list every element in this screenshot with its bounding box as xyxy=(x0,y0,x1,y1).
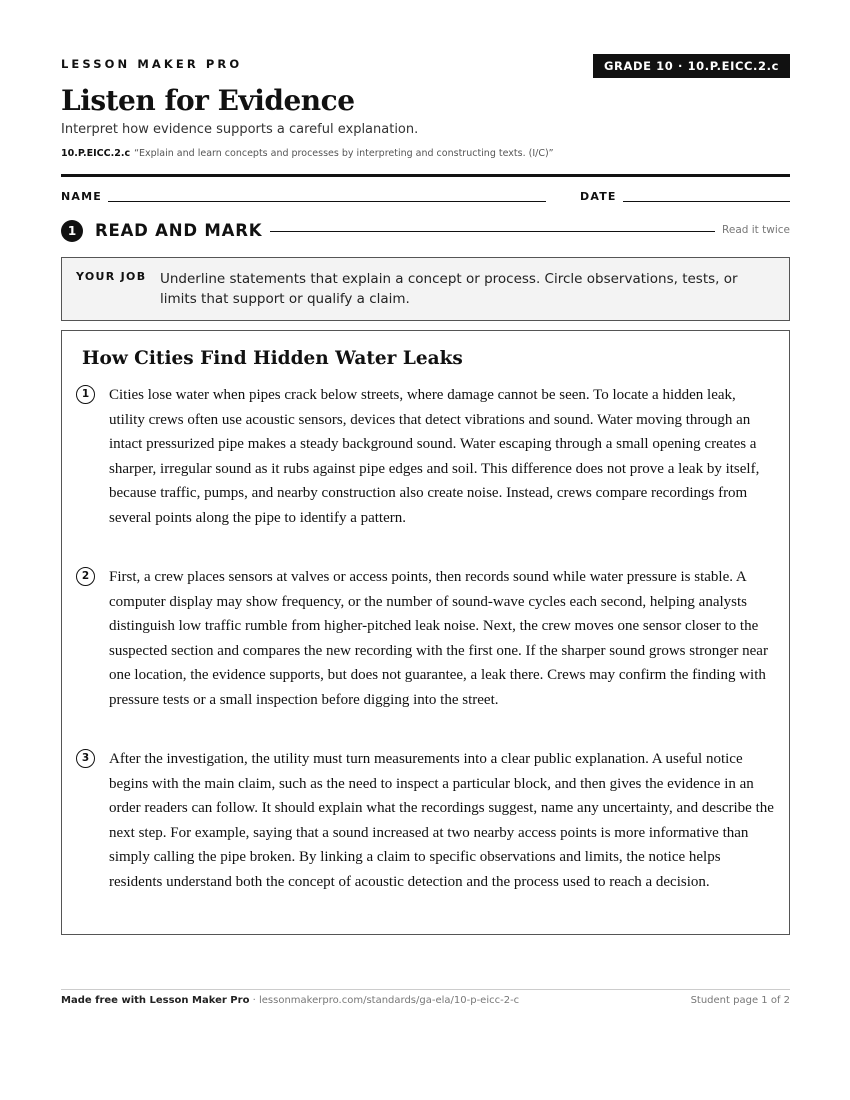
name-label: NAME xyxy=(61,190,102,203)
passage-title: How Cities Find Hidden Water Leaks xyxy=(82,348,463,369)
passage-box xyxy=(61,330,790,935)
paragraph-number-badge: 2 xyxy=(76,567,95,586)
your-job-label: YOUR JOB xyxy=(76,270,147,283)
your-job-box xyxy=(61,257,790,321)
section-heading xyxy=(61,220,790,242)
date-label: DATE xyxy=(580,190,617,203)
footer-page-number: Student page 1 of 2 xyxy=(690,995,790,1006)
brand-name: LESSON MAKER PRO xyxy=(61,57,243,71)
footer-divider xyxy=(61,989,790,990)
footer-separator: · xyxy=(249,995,259,1006)
footer-made-with: Made free with Lesson Maker Pro xyxy=(61,995,250,1006)
header-divider xyxy=(61,174,790,177)
standard-code: 10.P.EICC.2.c xyxy=(61,148,131,159)
paragraph-number-badge: 1 xyxy=(76,385,95,404)
footer-credit xyxy=(61,995,519,1006)
footer-url[interactable]: lessonmakerpro.com/standards/ga-ela/10-p-eicc-2-c xyxy=(258,995,520,1006)
name-date-row xyxy=(61,190,790,206)
paragraph-text: First, a crew places sensors at valves or access points, then records sound while water pressure is stable. A computer display may show frequency, or the number of sound-wave cycles each second, helping analysts distinguish low traffic rumble from higher-pitched leak noise. Next, the crew moves one sensor closer to the suspected section and compares the new recording with the first one. If the sharper sound grows stronger near one location, the evidence supports, but does not guarantee, a leak there. Crews may confirm the finding with pressure tests or a small inspection before digging into the street. xyxy=(109,569,768,708)
your-job-text: Underline statements that explain a concept or process. Circle observations, tests, or limits that support or qualify a claim. xyxy=(160,271,738,307)
page-title: Listen for Evidence xyxy=(61,84,355,117)
paragraph-number-badge: 3 xyxy=(76,749,95,768)
paragraph-text: Cities lose water when pipes crack below streets, where damage cannot be seen. To locate a hidden leak, utility crews often use acoustic sensors, devices that detect vibrations and sound. Water moving through an intact pressurized pipe makes a steady background sound. Water escaping through a small opening creates a sharper, irregular sound as it rubs against pipe edges and soil. This difference does not prove a leak by itself, because traffic, pumps, and nearby construction also create noise. Instead, crews compare recordings from several points along the pipe to identify a pattern. xyxy=(109,387,760,526)
section-title: READ AND MARK xyxy=(95,221,263,240)
page-subtitle: Interpret how evidence supports a careful explanation. xyxy=(61,122,419,137)
paragraph-text: After the investigation, the utility must turn measurements into a clear public explanation. A useful notice begins with the main claim, such as the need to inspect a particular block, and then gives the evidence in an order readers can follow. It should explain what the recordings suggest, name any uncertainty, and describe the next step. For example, saying that a sound increased at two nearby access points is more informative than simply calling the pipe broken. By linking a claim to specific observations and limits, the notice helps residents understand both the concept of acoustic detection and the process used to reach a decision. xyxy=(109,751,774,890)
grade-badge: GRADE 10 · 10.P.EICC.2.c xyxy=(593,54,790,78)
standard-text: “Explain and learn concepts and processes by interpreting and constructing texts. (I/C)” xyxy=(134,148,554,159)
standard-line xyxy=(61,148,554,159)
name-field[interactable] xyxy=(108,201,546,202)
section-number-badge: 1 xyxy=(61,220,83,242)
section-divider xyxy=(270,231,715,232)
section-note: Read it twice xyxy=(722,224,790,236)
date-field[interactable] xyxy=(623,201,790,202)
